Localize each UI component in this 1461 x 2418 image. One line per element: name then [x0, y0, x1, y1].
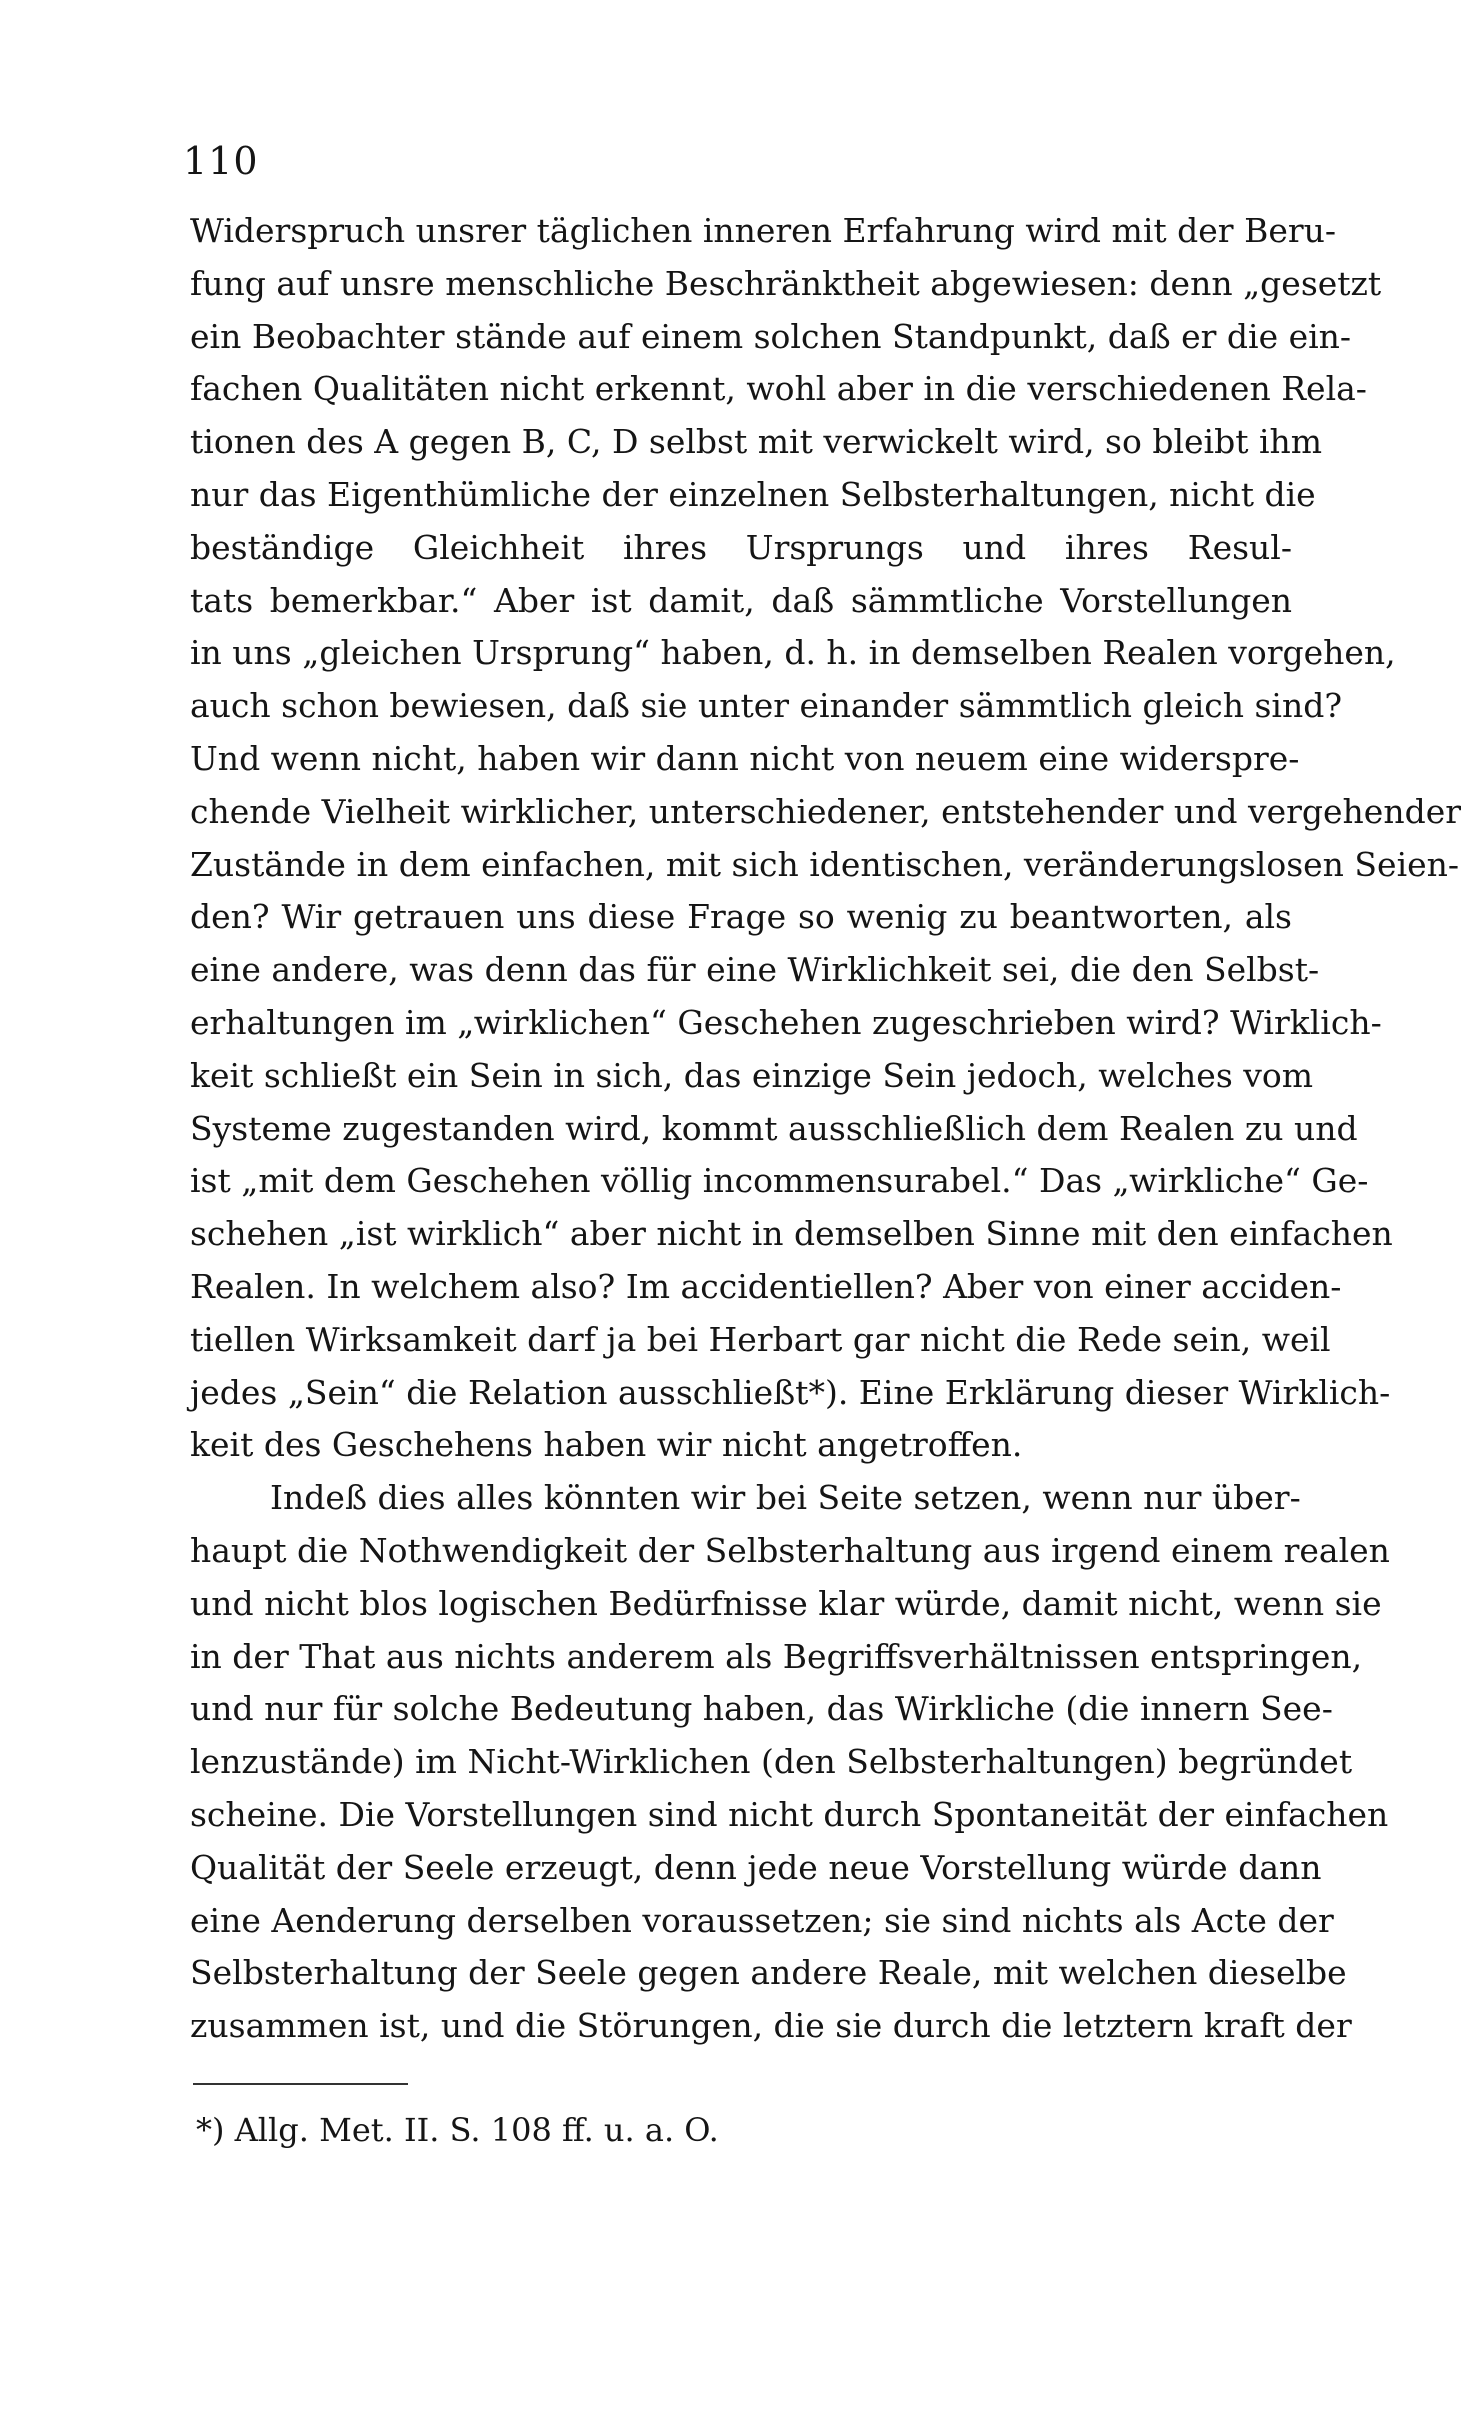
text-line: Selbsterhaltung der Seele gegen andere Reale, mit welchen dieselbe: [190, 1953, 1347, 1993]
footnote: *) Allg. Met. II. S. 108 ff. u. a. O.: [196, 2111, 719, 2149]
paragraph-start-line: Indeß dies alles könnten wir bei Seite setzen, wenn nur über-: [270, 1478, 1301, 1518]
text-line: eine Aenderung derselben voraussetzen; sie sind nichts als Acte der: [190, 1900, 1334, 1940]
body-text: [190, 205, 1461, 2053]
footnote-divider: [193, 2083, 408, 2085]
page-number: 110: [183, 139, 259, 183]
text-line: fachen Qualitäten nicht erkennt, wohl aber in die verschiedenen Rela-: [190, 369, 1367, 409]
text-line: tionen des A gegen B, C, D selbst mit verwickelt wird, so bleibt ihm: [190, 422, 1323, 462]
text-line: zusammen ist, und die Störungen, die sie durch die letztern kraft der: [190, 2006, 1352, 2046]
text-line: beständige Gleichheit ihres Ursprungs und ihres Resul-: [190, 527, 1292, 567]
text-line: nur das Eigenthümliche der einzelnen Selbsterhaltungen, nicht die: [190, 474, 1316, 514]
text-line: schehen „ist wirklich“ aber nicht in demselben Sinne mit den einfachen: [190, 1214, 1393, 1254]
text-line: Widerspruch unsrer täglichen inneren Erfahrung wird mit der Beru-: [190, 211, 1337, 250]
text-line: chende Vielheit wirklicher, unterschiedener, entstehender und vergehender: [190, 791, 1461, 831]
text-line: keit schließt ein Sein in sich, das einzige Sein jedoch, welches vom: [190, 1055, 1314, 1095]
text-line: Zustände in dem einfachen, mit sich identischen, veränderungslosen Seien-: [190, 844, 1460, 884]
paragraph-end-line: keit des Geschehens haben wir nicht angetroffen.: [190, 1425, 1023, 1465]
text-line: den? Wir getrauen uns diese Frage so wenig zu beantworten, als: [190, 897, 1292, 937]
text-line: ist „mit dem Geschehen völlig incommensurabel.“ Das „wirkliche“ Ge-: [190, 1161, 1369, 1201]
text-line: auch schon bewiesen, daß sie unter einander sämmtlich gleich sind?: [190, 686, 1343, 726]
text-line: haupt die Nothwendigkeit der Selbsterhaltung aus irgend einem realen: [190, 1530, 1390, 1570]
text-line: und nicht blos logischen Bedürfnisse klar würde, damit nicht, wenn sie: [190, 1583, 1382, 1623]
text-line: erhaltungen im „wirklichen“ Geschehen zugeschrieben wird? Wirklich-: [190, 1002, 1382, 1042]
text-line: Qualität der Seele erzeugt, denn jede neue Vorstellung würde dann: [190, 1847, 1322, 1887]
text-line: in der That aus nichts anderem als Begriffsverhältnissen entspringen,: [190, 1636, 1363, 1676]
text-line: und nur für solche Bedeutung haben, das Wirkliche (die innern See-: [190, 1689, 1333, 1729]
text-line: fung auf unsre menschliche Beschränktheit abgewiesen: denn „gesetzt: [190, 263, 1382, 303]
text-line: tats bemerkbar.“ Aber ist damit, daß sämmtliche Vorstellungen: [190, 580, 1292, 620]
text-line: scheine. Die Vorstellungen sind nicht durch Spontaneität der einfachen: [190, 1794, 1389, 1834]
text-line: Und wenn nicht, haben wir dann nicht von neuem eine widerspre-: [190, 738, 1300, 778]
text-line: eine andere, was denn das für eine Wirklichkeit sei, die den Selbst-: [190, 950, 1320, 990]
text-line: Systeme zugestanden wird, kommt ausschließlich dem Realen zu und: [190, 1108, 1358, 1148]
text-line: jedes „Sein“ die Relation ausschließt*). Eine Erklärung dieser Wirklich-: [190, 1372, 1391, 1412]
text-line: in uns „gleichen Ursprung“ haben, d. h. in demselben Realen vorgehen,: [190, 633, 1396, 673]
text-line: ein Beobachter stände auf einem solchen Standpunkt, daß er die ein-: [190, 316, 1352, 356]
text-line: lenzustände) im Nicht-Wirklichen (den Selbsterhaltungen) begründet: [190, 1742, 1353, 1782]
text-line: tiellen Wirksamkeit darf ja bei Herbart gar nicht die Rede sein, weil: [190, 1319, 1331, 1359]
text-line: Realen. In welchem also? Im accidentiellen? Aber von einer acciden-: [190, 1266, 1342, 1306]
